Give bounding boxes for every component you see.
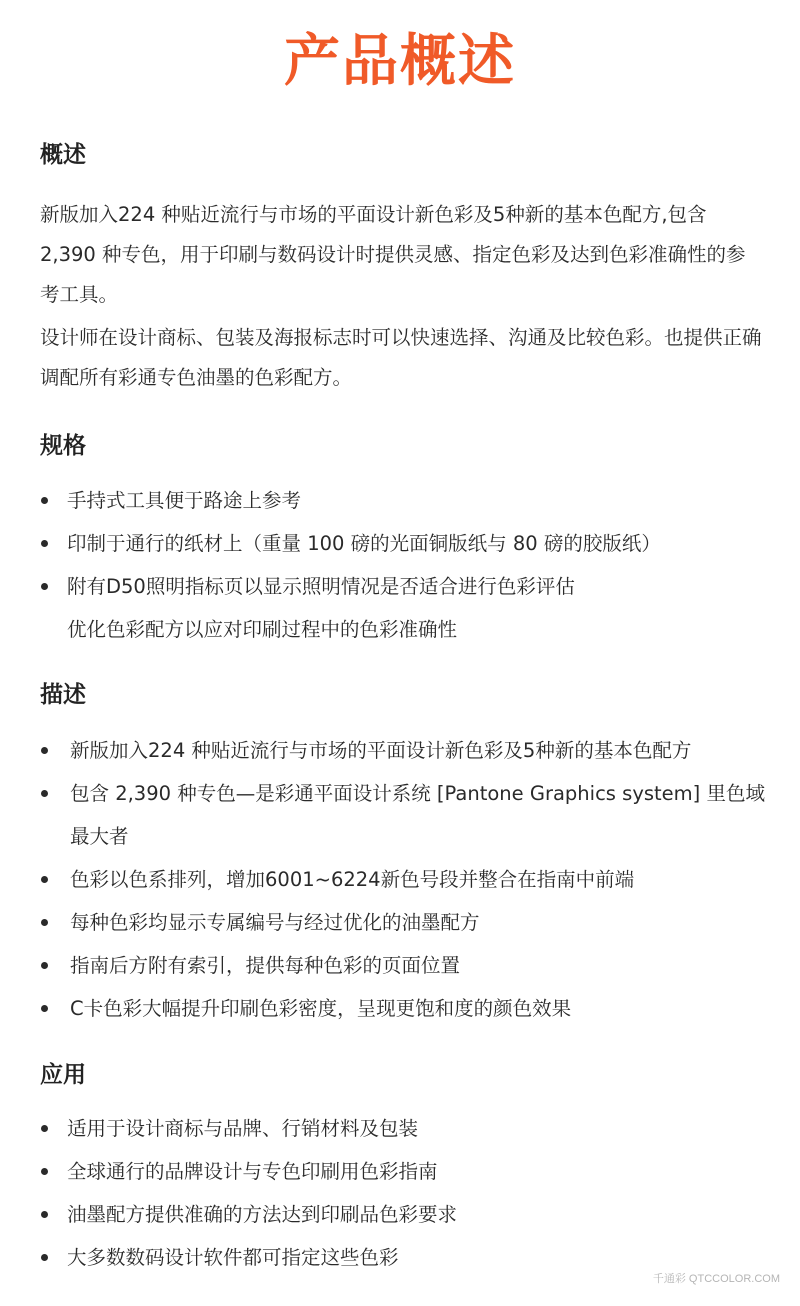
list-item: 大多数数码设计软件都可指定这些色彩 <box>40 1236 770 1279</box>
list-item: 包含 2,390 种专色—是彩通平面设计系统 [Pantone Graphics system] 里色域最大者 <box>40 772 770 858</box>
bullet-dot-icon <box>41 747 48 754</box>
page-title: 产品概述 <box>284 29 516 94</box>
list-item: 附有D50照明指标页以显示照明情况是否适合进行色彩评估 <box>40 565 770 608</box>
bullet-dot-icon <box>41 962 48 969</box>
bullet-dot-icon <box>41 1254 48 1261</box>
list-item: 手持式工具便于路途上参考 <box>40 479 770 522</box>
watermark: 千通彩 QTCCOLOR.COM <box>652 1273 780 1285</box>
list-item-continuation: 优化色彩配方以应对印刷过程中的色彩准确性 <box>67 618 458 641</box>
list-item: 新版加入224 种贴近流行与市场的平面设计新色彩及5种新的基本色配方 <box>40 729 770 772</box>
bullet-dot-icon <box>41 1125 48 1132</box>
section-heading-specs: 规格 <box>40 433 86 459</box>
section-heading-application: 应用 <box>40 1062 86 1088</box>
list-item: 油墨配方提供准确的方法达到印刷品色彩要求 <box>40 1193 770 1236</box>
bullet-dot-icon <box>41 1168 48 1175</box>
bullet-dot-icon <box>41 497 48 504</box>
list-item: 指南后方附有索引，提供每种色彩的页面位置 <box>40 944 770 987</box>
bullet-dot-icon <box>41 876 48 883</box>
list-item: 适用于设计商标与品牌、行销材料及包装 <box>40 1107 770 1150</box>
bullet-dot-icon <box>41 1005 48 1012</box>
bullet-dot-icon <box>41 540 48 547</box>
overview-paragraph-2: 设计师在设计商标、包装及海报标志时可以快速选择、沟通及比较色彩。也提供正确调配所有彩通专色油墨的色彩配方。 <box>40 326 762 389</box>
list-item: 印制于通行的纸材上（重量 100 磅的光面铜版纸与 80 磅的胶版纸） <box>40 522 770 565</box>
bullet-dot-icon <box>41 919 48 926</box>
bullet-dot-icon <box>41 583 48 590</box>
bullet-dot-icon <box>41 790 48 797</box>
list-item: 色彩以色系排列，增加6001~6224新色号段并整合在指南中前端 <box>40 858 770 901</box>
overview-paragraph-1: 新版加入224 种贴近流行与市场的平面设计新色彩及5种新的基本色配方,包含 2,390 种专色，用于印刷与数码设计时提供灵感、指定色彩及达到色彩准确性的参考工具。 <box>40 203 746 306</box>
section-heading-overview: 概述 <box>40 142 86 168</box>
bullet-dot-icon <box>41 1211 48 1218</box>
list-item: 每种色彩均显示专属编号与经过优化的油墨配方 <box>40 901 770 944</box>
list-item: C卡色彩大幅提升印刷色彩密度，呈现更饱和度的颜色效果 <box>40 987 770 1030</box>
list-item: 全球通行的品牌设计与专色印刷用色彩指南 <box>40 1150 770 1193</box>
section-heading-description: 描述 <box>40 682 86 708</box>
